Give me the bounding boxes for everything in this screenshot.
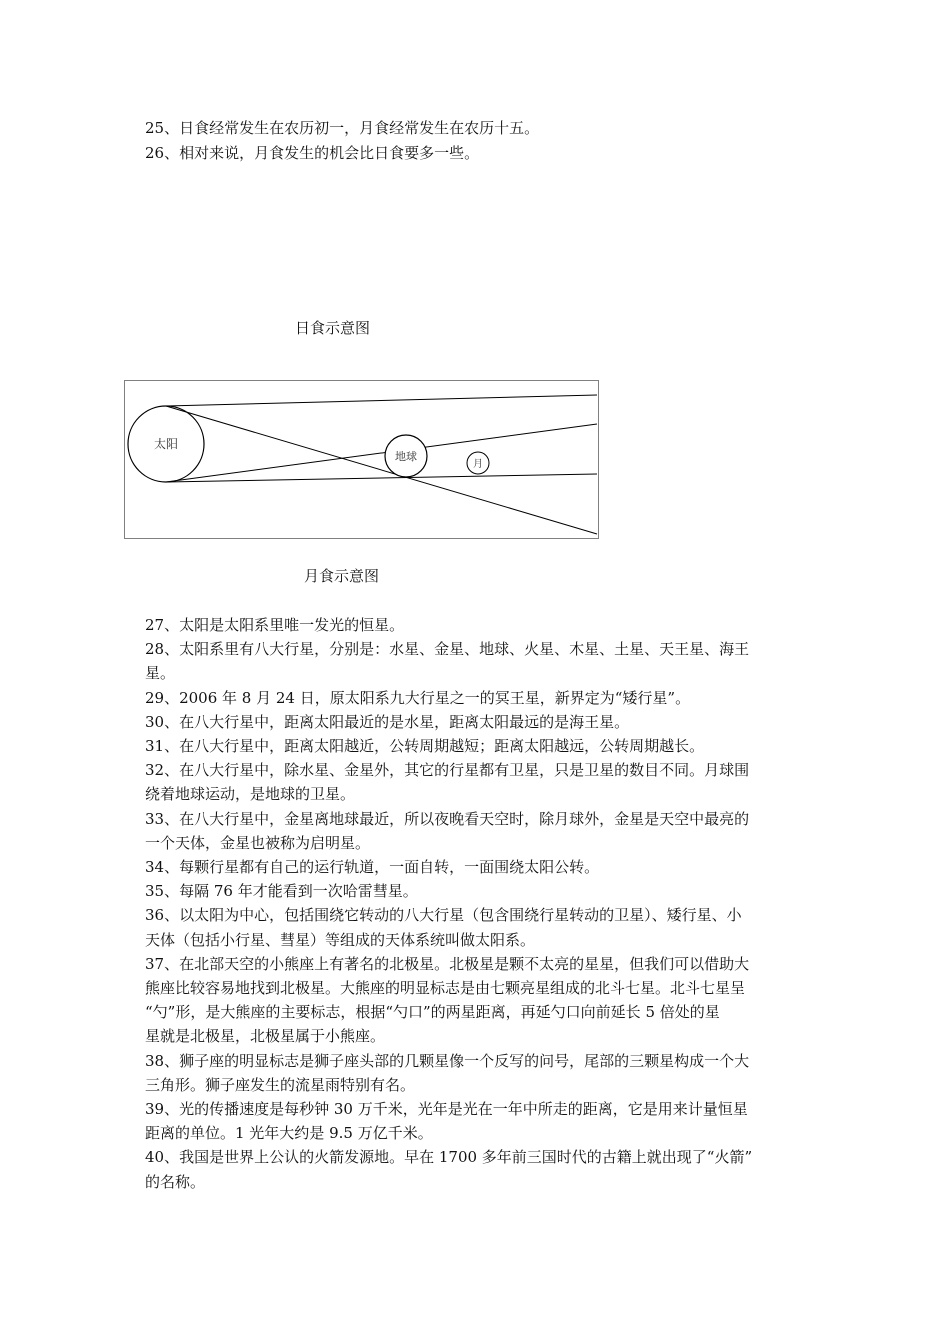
earth-label: 地球 (395, 450, 417, 463)
text-line: 星就是北极星，北极星属于小熊座。 (145, 1027, 386, 1045)
text-line-26: 26、相对来说，月食发生的机会比日食要多一些。 (145, 144, 480, 162)
text-line: 距离的单位。1 光年大约是 9.5 万亿千米。 (145, 1124, 433, 1142)
moon-label: 月 (473, 459, 483, 470)
text-line: 熊座比较容易地找到北极星。大熊座的明显标志是由七颗亮星组成的北斗七星。北斗七星呈 (145, 979, 746, 997)
text-line: 39、光的传播速度是每秒钟 30 万千米，光年是光在一年中所走的距离，它是用来计量恒星 (145, 1100, 748, 1118)
text-line: 36、以太阳为中心，包括围绕它转动的八大行星（包含围绕行星转动的卫星）、矮行星、小 (145, 906, 742, 924)
text-line: 33、在八大行星中，金星离地球最近，所以夜晚看天空时，除月球外，金星是天空中最亮的 (145, 810, 750, 828)
text-line: 29、2006 年 8 月 24 日，原太阳系九大行星之一的冥王星，新界定为“矮行星”。 (145, 689, 691, 707)
text-line: 27、太阳是太阳系里唯一发光的恒星。 (145, 616, 405, 634)
text-line: 30、在八大行星中，距离太阳最近的是水星，距离太阳最远的是海王星。 (145, 713, 630, 731)
text-line: 34、每颗行星都有自己的运行轨道，一面自转，一面围绕太阳公转。 (145, 858, 600, 876)
text-line: 星。 (145, 664, 176, 682)
eclipse-diagram-svg (124, 380, 599, 539)
text-line: 天体（包括小行星、彗星）等组成的天体系统叫做太阳系。 (145, 931, 536, 949)
text-line-25: 25、日食经常发生在农历初一，月食经常发生在农历十五。 (145, 119, 540, 137)
text-line: 的名称。 (145, 1173, 206, 1191)
text-line: 35、每隔 76 年才能看到一次哈雷彗星。 (145, 882, 418, 900)
text-line: 40、我国是世界上公认的火箭发源地。早在 1700 多年前三国时代的古籍上就出现了“火箭” (145, 1148, 753, 1166)
text-line: 32、在八大行星中，除水星、金星外，其它的行星都有卫星，只是卫星的数目不同。月球围 (145, 761, 750, 779)
sun-label: 太阳 (153, 437, 179, 451)
eclipse-diagram (124, 380, 599, 539)
text-line: 28、太阳系里有八大行星，分别是：水星、金星、地球、火星、木星、土星、天王星、海王 (145, 640, 750, 658)
text-line: 31、在八大行星中，距离太阳越近，公转周期越短；距离太阳越远，公转周期越长。 (145, 737, 705, 755)
text-line: 三角形。狮子座发生的流星雨特别有名。 (145, 1076, 416, 1094)
lunar-eclipse-caption: 月食示意图 (304, 567, 380, 585)
text-line: 绕着地球运动，是地球的卫星。 (145, 785, 356, 803)
text-line: 一个天体，金星也被称为启明星。 (145, 834, 371, 852)
text-line: 37、在北部天空的小熊座上有著名的北极星。北极星是颗不太亮的星星，但我们可以借助大 (145, 955, 750, 973)
text-line: 38、狮子座的明显标志是狮子座头部的几颗星像一个反写的问号，尾部的三颗星构成一个大 (145, 1052, 750, 1070)
solar-eclipse-caption: 日食示意图 (295, 319, 371, 337)
text-line: “勺”形，是大熊座的主要标志，根据“勺口”的两星距离，再延勺口向前延长 5 倍处的星 (145, 1003, 720, 1021)
